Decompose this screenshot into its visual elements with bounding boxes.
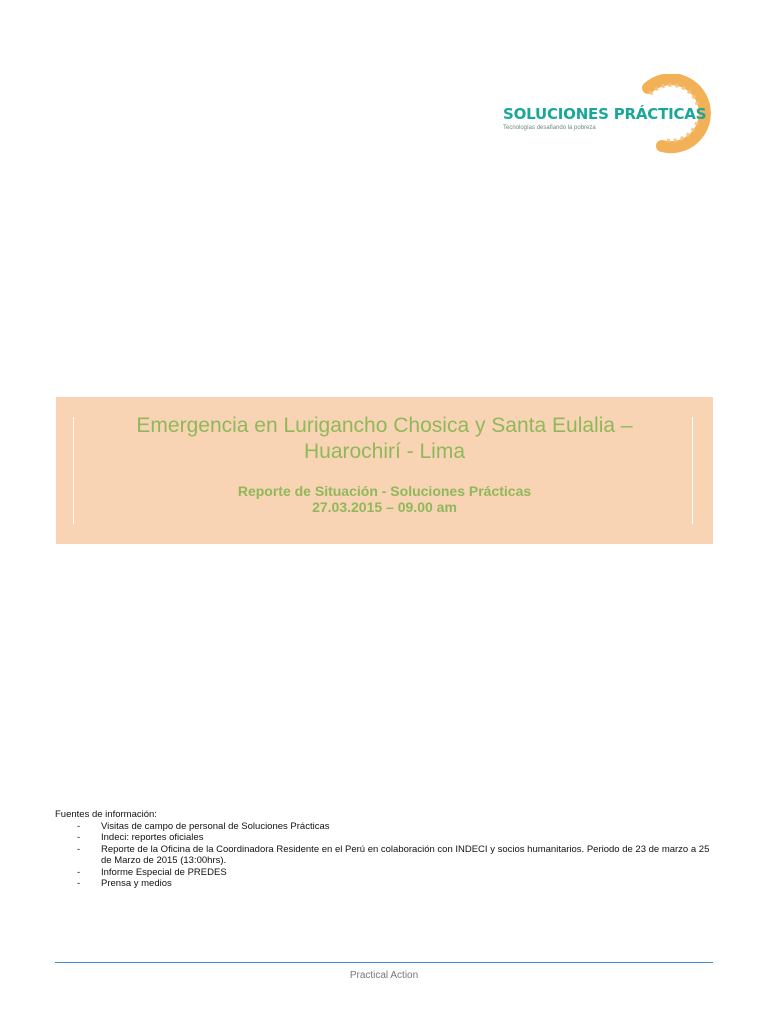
list-item [55, 878, 715, 890]
logo-wordmark: SOLUCIONES PRÁCTICAS [503, 105, 707, 123]
title-banner [56, 397, 713, 544]
list-dash: - [77, 843, 81, 855]
footer-divider [55, 962, 713, 963]
report-name: Reporte de Situación - Soluciones Prácticas [237, 483, 532, 499]
source-text: Indeci: reportes oficiales [101, 832, 204, 843]
soluciones-practicas-logo [498, 74, 718, 154]
document-subtitle [56, 483, 713, 515]
source-text: Prensa y medios [101, 878, 172, 889]
sources-list [55, 821, 715, 890]
source-text: Visitas de campo de personal de Soluciones Prácticas [101, 820, 330, 832]
source-text: Informe Especial de PREDES [101, 866, 227, 878]
list-dash: - [77, 866, 81, 878]
list-item [55, 867, 715, 879]
list-item [55, 832, 715, 844]
list-dash: - [77, 820, 81, 832]
list-item [55, 844, 715, 867]
source-text: Reporte de la Oficina de la Coordinadora Residente en el Perú en colaboración con INDECI y socios humanitarios. Periodo de 23 de marzo a 25 de Marzo de 2015 (13:00hrs). [101, 843, 710, 866]
list-dash: - [77, 832, 81, 843]
logo-tagline: Tecnologías desafiando la pobreza [503, 125, 596, 131]
document-title-line-1: Emergencia en Lurigancho Chosica y Santa Eulalia – [136, 414, 633, 437]
document-title-line-2: Huarochirí - Lima [303, 440, 466, 463]
list-dash: - [77, 878, 81, 889]
report-date: 27.03.2015 – 09.00 am [312, 499, 457, 515]
sources-section [55, 809, 715, 890]
footer-organization: Practical Action [349, 970, 419, 981]
list-item [55, 821, 715, 833]
sources-heading: Fuentes de información: [55, 809, 157, 820]
document-title [56, 413, 713, 465]
